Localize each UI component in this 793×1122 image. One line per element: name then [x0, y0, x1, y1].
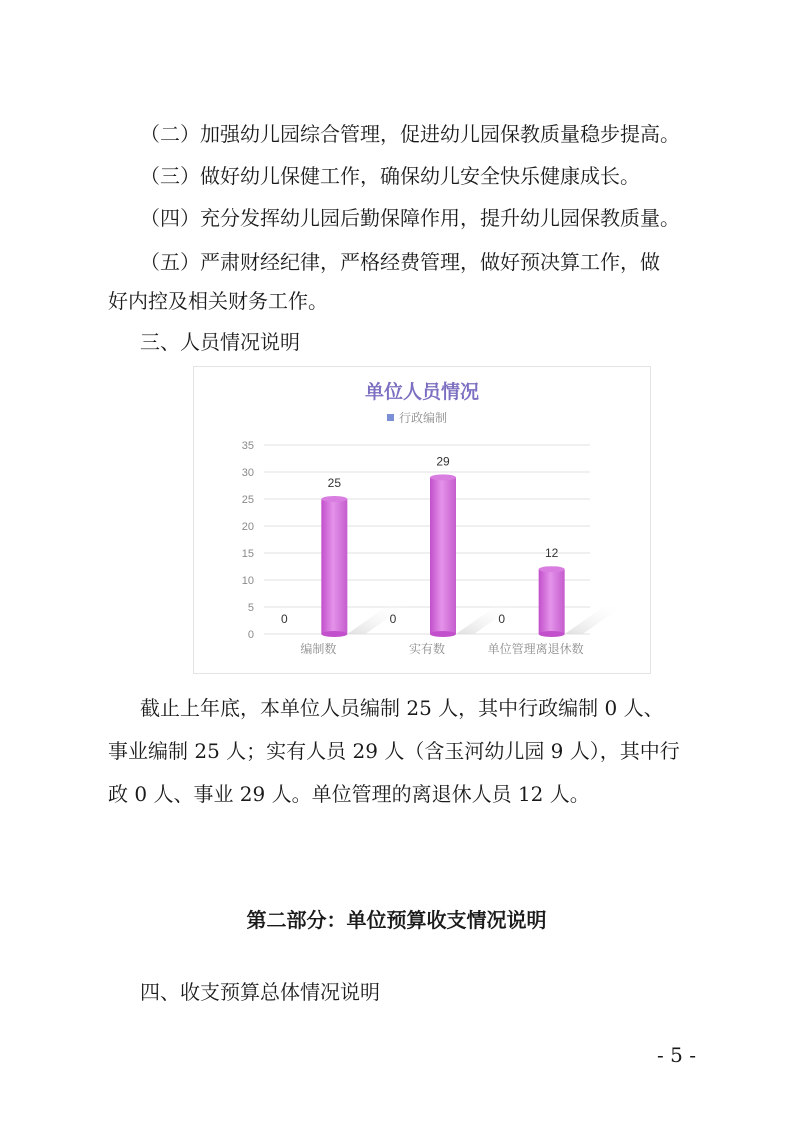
y-tick-label: 10 [241, 575, 254, 587]
body-line1: 截止上年底，本单位人员编制 25 人，其中行政编制 0 人、 [140, 696, 664, 720]
paragraph-p4-line2: 好内控及相关财务工作。 [108, 289, 328, 313]
bar-base [321, 631, 347, 637]
x-tick-label: 单位管理离退休数 [487, 642, 584, 656]
legend-label: 行政编制 [399, 411, 448, 425]
y-tick-label: 0 [247, 629, 254, 641]
body-line3: 政 0 人、事业 29 人。单位管理的离退休人员 12 人。 [108, 782, 590, 806]
bar-base [430, 631, 456, 637]
bar-cap [539, 566, 565, 572]
y-tick-label: 35 [241, 440, 254, 452]
body-line2: 事业编制 25 人；实有人员 29 人（含玉河幼儿园 9 人），其中行 [108, 739, 680, 763]
paragraph-p3: （四）充分发挥幼儿园后勤保障作用，提升幼儿园保教质量。 [140, 206, 680, 230]
y-tick-label: 25 [241, 494, 254, 506]
bar-shadow [565, 606, 623, 634]
bar-cap [321, 496, 347, 502]
y-tick-label: 5 [247, 602, 254, 614]
y-tick-label: 15 [241, 548, 254, 560]
paragraph-p1: （二）加强幼儿园综合管理，促进幼儿园保教质量稳步提高。 [140, 122, 680, 146]
x-tick-label: 编制数 [300, 642, 337, 656]
bar-shadow [347, 606, 405, 634]
bar-shadow [456, 606, 514, 634]
data-label: 29 [436, 454, 450, 469]
paragraph-p2: （三）做好幼儿保健工作，确保幼儿安全快乐健康成长。 [140, 164, 640, 188]
data-label: 0 [389, 612, 397, 626]
chart-title: 单位人员情况 [364, 382, 480, 403]
bar-cap [430, 474, 456, 480]
chart-plot [242, 440, 623, 656]
staffing-chart [193, 366, 651, 674]
legend-swatch [387, 414, 394, 421]
chart-svg [194, 367, 650, 673]
bar [321, 499, 347, 634]
bar [430, 477, 456, 634]
part2-title: 第二部分：单位预算收支情况说明 [246, 908, 547, 932]
section4-heading: 四、收支预算总体情况说明 [140, 980, 380, 1004]
data-label: 0 [498, 612, 506, 626]
data-label: 0 [280, 612, 288, 626]
section3-heading: 三、人员情况说明 [140, 330, 300, 354]
bar-base [539, 631, 565, 637]
y-tick-label: 30 [241, 467, 254, 479]
paragraph-p4-line1: （五）严肃财经纪律，严格经费管理，做好预决算工作，做 [140, 250, 660, 274]
page-number: - 5 - [657, 1043, 696, 1067]
x-tick-label: 实有数 [408, 642, 446, 656]
data-label: 12 [544, 546, 559, 561]
y-tick-label: 20 [241, 521, 254, 533]
bar [539, 569, 565, 634]
data-label: 25 [327, 476, 342, 490]
